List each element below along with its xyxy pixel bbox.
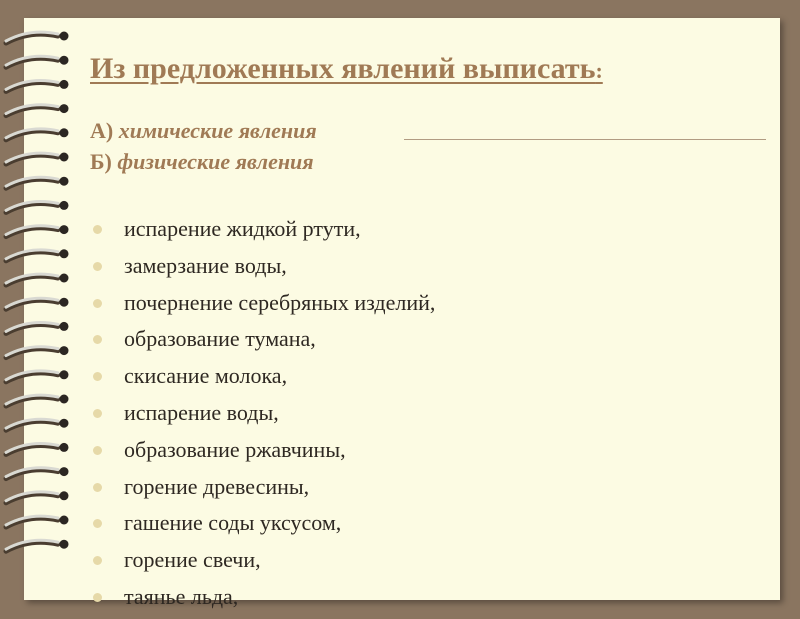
list-item-text: испарение жидкой ртути, bbox=[124, 216, 361, 241]
list-item bbox=[90, 214, 435, 251]
bullet-icon bbox=[93, 593, 102, 602]
option-b-letter: Б) bbox=[90, 149, 112, 174]
list-item bbox=[90, 251, 435, 288]
spiral-ring bbox=[6, 80, 69, 92]
spiral-ring bbox=[6, 467, 69, 479]
divider-line bbox=[404, 139, 766, 140]
spiral-ring bbox=[6, 32, 69, 44]
option-a-letter: А) bbox=[90, 118, 114, 143]
bullet-icon bbox=[93, 519, 102, 528]
spiral-ring bbox=[6, 153, 69, 165]
spiral-ring bbox=[6, 225, 69, 237]
list-item-text: испарение воды, bbox=[124, 399, 279, 425]
list-item-text: таянье льда, bbox=[124, 583, 239, 609]
list-item-text: замерзание воды, bbox=[124, 252, 287, 278]
list-item bbox=[90, 472, 435, 509]
option-a bbox=[90, 118, 317, 144]
bullet-icon bbox=[93, 225, 102, 234]
bullet-icon bbox=[93, 335, 102, 344]
spiral-ring bbox=[6, 249, 69, 260]
list-item-text: гашение соды уксусом, bbox=[124, 510, 342, 536]
list-item bbox=[90, 435, 435, 472]
list-item bbox=[90, 324, 435, 361]
spiral-ring bbox=[6, 274, 69, 286]
bullet-icon bbox=[93, 372, 102, 381]
spiral-ring bbox=[6, 201, 69, 213]
spiral-ring bbox=[6, 128, 69, 140]
option-b-text: физические явления bbox=[117, 149, 314, 174]
list-item-text: горение древесины, bbox=[124, 473, 310, 499]
spiral-ring bbox=[6, 346, 69, 358]
spiral-ring bbox=[6, 322, 69, 334]
spiral-ring bbox=[6, 419, 69, 431]
phenomena-list bbox=[90, 214, 435, 619]
list-item bbox=[90, 508, 435, 545]
spiral-ring bbox=[6, 491, 69, 503]
spiral-ring bbox=[6, 516, 69, 528]
bullet-icon bbox=[93, 262, 102, 271]
spiral-ring bbox=[6, 104, 69, 116]
bullet-icon bbox=[93, 299, 102, 308]
list-item bbox=[90, 545, 435, 582]
bullet-icon bbox=[93, 483, 102, 492]
notebook-spiral-binding bbox=[0, 18, 80, 600]
slide-title bbox=[90, 52, 603, 86]
spiral-ring bbox=[6, 177, 69, 189]
slide-title-text: Из предложенных явлений выписать bbox=[90, 52, 596, 85]
list-item-text: горение свечи, bbox=[124, 547, 261, 573]
list-item-text: образование ржавчины, bbox=[124, 436, 346, 462]
bullet-icon bbox=[93, 446, 102, 455]
list-item bbox=[90, 361, 435, 398]
list-item bbox=[90, 288, 435, 325]
slide-title-colon: : bbox=[595, 58, 603, 83]
option-b bbox=[90, 149, 314, 175]
spiral-ring bbox=[6, 395, 69, 407]
bullet-icon bbox=[93, 409, 102, 418]
list-item bbox=[90, 582, 435, 619]
bullet-icon bbox=[93, 556, 102, 565]
list-item-text: почернение серебряных изделий, bbox=[124, 289, 436, 315]
spiral-ring bbox=[6, 56, 69, 67]
list-item bbox=[90, 398, 435, 435]
spiral-ring bbox=[6, 540, 69, 552]
list-item-text: образование тумана, bbox=[124, 326, 316, 352]
option-a-text: химические явления bbox=[118, 118, 317, 143]
spiral-ring bbox=[6, 443, 69, 455]
spiral-ring bbox=[6, 370, 69, 382]
spiral-ring bbox=[6, 298, 69, 310]
list-item-text: скисание молока, bbox=[124, 363, 288, 389]
